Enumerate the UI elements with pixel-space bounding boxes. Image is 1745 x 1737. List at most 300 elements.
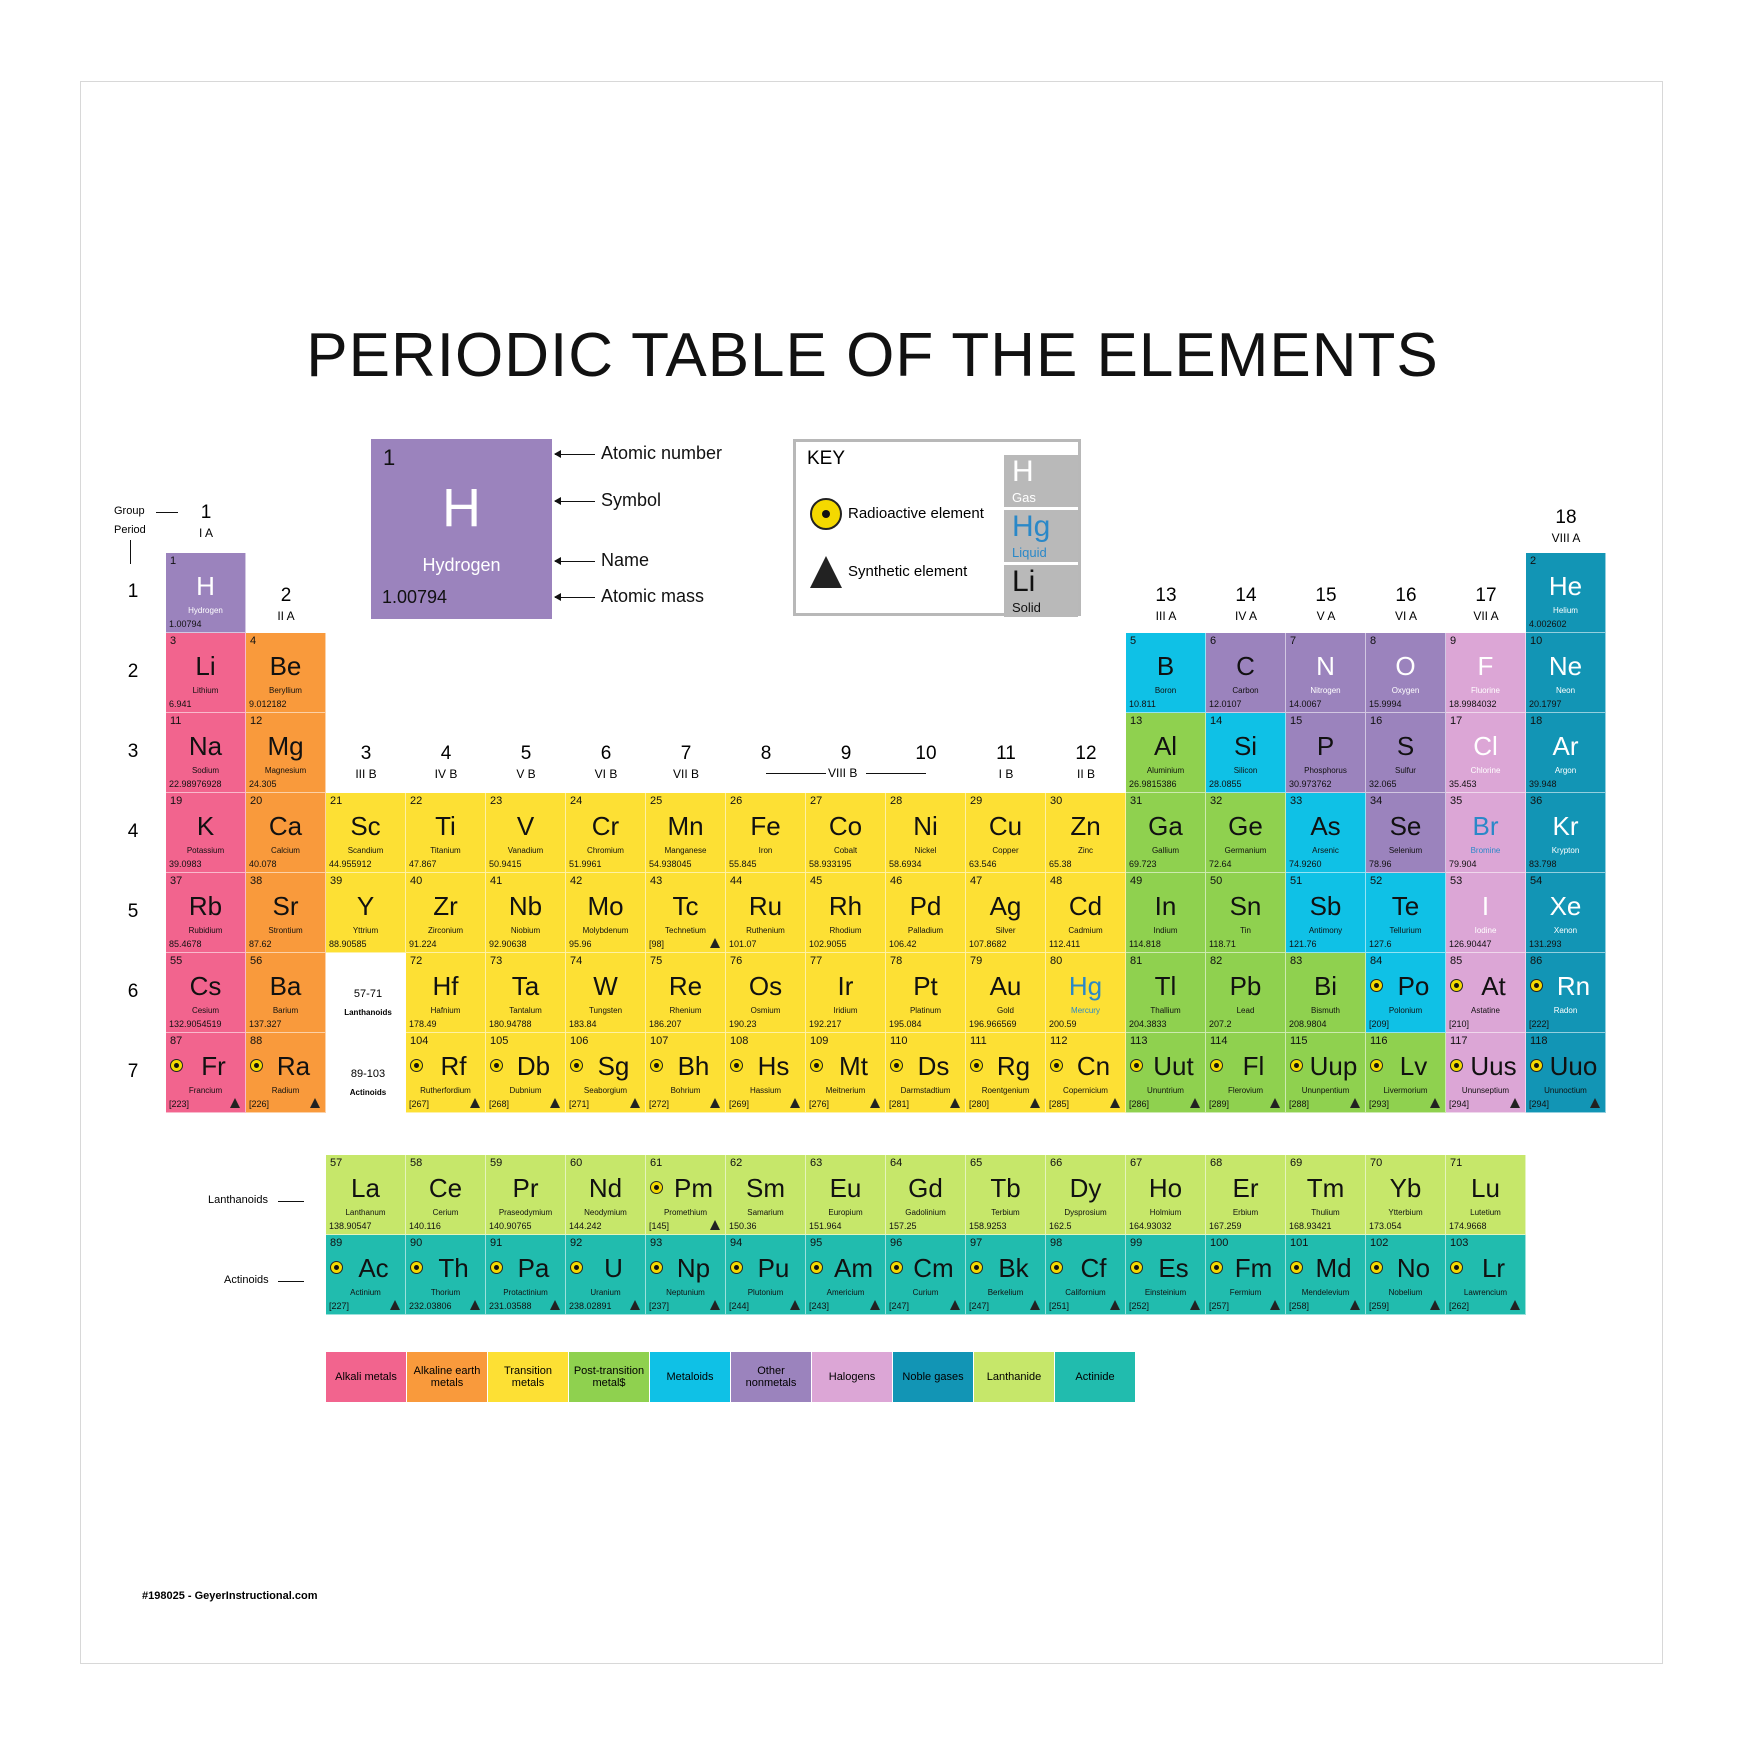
key-title: KEY	[807, 448, 846, 469]
element-name: Roentgenium	[981, 1086, 1030, 1095]
arrow-right-icon	[278, 1201, 304, 1202]
atomic-mass: 32.065	[1369, 779, 1397, 789]
group-header	[326, 743, 406, 781]
group-roman: IV B	[434, 767, 458, 781]
flask-icon	[1430, 1098, 1440, 1108]
atomic-mass: [288]	[1289, 1099, 1310, 1109]
atomic-mass: 150.36	[729, 1221, 757, 1231]
element-symbol: Lv	[1399, 1051, 1428, 1081]
element-name: Protactinium	[503, 1288, 548, 1297]
group-number: 5	[520, 743, 532, 764]
atomic-number: 8	[1370, 635, 1377, 647]
radioactive-icon	[1290, 1261, 1303, 1274]
element-name: Dysprosium	[1064, 1208, 1107, 1217]
key-state-symbol: Hg	[1012, 510, 1051, 543]
element-symbol: Zn	[1070, 811, 1101, 841]
element-cell-es	[1126, 1235, 1206, 1315]
atomic-number: 39	[330, 875, 343, 887]
atomic-mass: 58.6934	[889, 859, 922, 869]
element-cell-pd	[886, 873, 966, 953]
atomic-number: 23	[490, 795, 503, 807]
flask-icon	[310, 1098, 320, 1108]
atomic-number: 64	[890, 1157, 903, 1169]
atomic-mass: [259]	[1369, 1301, 1390, 1311]
element-name: Lanthanum	[345, 1208, 386, 1217]
element-cell-h	[166, 553, 246, 633]
element-symbol: Br	[1472, 811, 1499, 841]
element-cell-ca	[246, 793, 326, 873]
group-header	[1526, 507, 1606, 545]
atomic-number: 53	[1450, 875, 1463, 887]
key-box	[793, 439, 1081, 616]
legend-item-halogen: Halogens	[812, 1352, 892, 1402]
actinoids-row-label: Actinoids	[224, 1274, 269, 1286]
radioactive-icon	[1050, 1261, 1063, 1274]
element-cell-nd	[566, 1155, 646, 1235]
key-state-gas	[1004, 455, 1078, 507]
atomic-number: 74	[570, 955, 583, 967]
element-name: Gold	[997, 1006, 1014, 1015]
group-header	[486, 743, 566, 781]
atomic-mass: [269]	[729, 1099, 750, 1109]
element-symbol: Cu	[988, 811, 1023, 841]
radioactive-icon	[570, 1261, 583, 1274]
atomic-number: 110	[890, 1035, 908, 1047]
element-name: Iridium	[833, 1006, 858, 1015]
element-name: Ruthenium	[746, 926, 785, 935]
element-name: Californium	[1065, 1288, 1106, 1297]
element-name: Copernicium	[1063, 1086, 1108, 1095]
element-symbol: Sg	[597, 1051, 630, 1081]
atomic-number: 31	[1130, 795, 1143, 807]
element-name: Helium	[1553, 606, 1578, 615]
flask-icon	[1190, 1098, 1200, 1108]
radioactive-icon	[810, 1059, 823, 1072]
element-name: Barium	[272, 1006, 299, 1015]
element-name: Rubidium	[188, 926, 223, 935]
element-cell-sb	[1286, 873, 1366, 953]
flask-icon	[1590, 1098, 1600, 1108]
group-roman: II B	[1076, 767, 1095, 781]
atomic-number: 19	[170, 795, 183, 807]
atomic-number: 117	[1450, 1035, 1468, 1047]
placeholder-label: Actinoids	[349, 1088, 387, 1097]
flask-icon	[710, 1098, 720, 1108]
element-symbol: Au	[989, 971, 1022, 1001]
atomic-mass: [237]	[649, 1301, 670, 1311]
atomic-number: 45	[810, 875, 823, 887]
element-symbol: S	[1396, 731, 1415, 761]
group-roman: IV A	[1234, 609, 1257, 623]
key-state-symbol: Li	[1012, 565, 1036, 598]
radioactive-icon	[810, 498, 842, 530]
atomic-number: 109	[810, 1035, 829, 1047]
atomic-number: 76	[730, 955, 743, 967]
element-cell-n	[1286, 633, 1366, 713]
element-cell-mn	[646, 793, 726, 873]
element-cell-ga	[1126, 793, 1206, 873]
element-symbol: Kr	[1552, 811, 1579, 841]
element-cell-si	[1206, 713, 1286, 793]
atomic-mass: 83.798	[1529, 859, 1557, 869]
key-state-label: Gas	[1012, 490, 1036, 505]
element-name: Terbium	[991, 1208, 1020, 1217]
element-cell-sn	[1206, 873, 1286, 953]
group-roman: VI A	[1394, 609, 1417, 623]
atomic-number: 77	[810, 955, 823, 967]
element-cell-cu	[966, 793, 1046, 873]
flask-icon	[810, 556, 842, 588]
sample-element-card	[371, 439, 552, 619]
element-name: Thorium	[430, 1288, 461, 1297]
atomic-mass: 192.217	[809, 1019, 842, 1029]
group-number: 9	[840, 743, 852, 764]
radioactive-icon	[1210, 1261, 1223, 1274]
element-cell-li	[166, 633, 246, 713]
atomic-number: 69	[1290, 1157, 1303, 1169]
flask-icon	[1350, 1300, 1360, 1310]
group-header	[966, 743, 1046, 781]
element-symbol: Tc	[672, 891, 699, 921]
element-name: Actinium	[350, 1288, 381, 1297]
element-symbol: Rb	[188, 891, 223, 921]
element-cell-rn	[1526, 953, 1606, 1033]
element-name: Ununseptium	[1461, 1086, 1510, 1095]
atomic-mass: 118.71	[1209, 939, 1236, 949]
element-name: Plutonium	[747, 1288, 784, 1297]
radioactive-icon	[650, 1181, 663, 1194]
element-name: Ununpentium	[1301, 1086, 1350, 1095]
radioactive-icon	[650, 1059, 663, 1072]
atomic-number: 118	[1530, 1035, 1548, 1047]
element-name: Lithium	[192, 686, 219, 695]
element-symbol: Se	[1389, 811, 1422, 841]
flask-icon	[1270, 1300, 1280, 1310]
atomic-number: 114	[1210, 1035, 1228, 1047]
atomic-mass: [258]	[1289, 1301, 1310, 1311]
atomic-mass: [276]	[809, 1099, 830, 1109]
group-header	[1446, 585, 1526, 623]
element-name: Yttrium	[352, 926, 379, 935]
element-name: Francium	[188, 1086, 223, 1095]
element-name: Niobium	[510, 926, 541, 935]
flask-icon	[470, 1098, 480, 1108]
flask-icon	[790, 1300, 800, 1310]
atomic-number: 37	[170, 875, 183, 887]
key-state-solid	[1004, 565, 1078, 617]
element-name: Holmium	[1149, 1208, 1182, 1217]
period-number: 6	[127, 981, 139, 1002]
element-symbol: Pt	[913, 971, 938, 1001]
element-name: Fermium	[1229, 1288, 1262, 1297]
atomic-mass: 95.96	[569, 939, 592, 949]
radioactive-icon	[1210, 1059, 1223, 1072]
element-symbol: Hf	[432, 971, 459, 1001]
atomic-number: 22	[410, 795, 423, 807]
group-header	[246, 585, 326, 623]
element-name: Thulium	[1311, 1208, 1340, 1217]
element-name: Polonium	[1388, 1006, 1423, 1015]
atomic-mass: [226]	[249, 1099, 270, 1109]
flask-icon	[1270, 1098, 1280, 1108]
atomic-mass: 173.054	[1369, 1221, 1402, 1231]
atomic-mass: [252]	[1129, 1301, 1150, 1311]
element-symbol: He	[1548, 571, 1583, 601]
atomic-number: 41	[490, 875, 503, 887]
placeholder-range: 57-71	[353, 988, 383, 1000]
legend-item-noble: Noble gases	[893, 1352, 973, 1402]
group-roman: V B	[516, 767, 536, 781]
callout-label: Symbol	[601, 490, 662, 510]
element-cell-pu	[726, 1235, 806, 1315]
element-symbol: Rn	[1556, 971, 1591, 1001]
element-symbol: Am	[834, 1253, 873, 1283]
legend-item-actinide: Actinide	[1055, 1352, 1135, 1402]
group-roman: VI B	[594, 767, 618, 781]
atomic-number: 16	[1370, 715, 1383, 727]
flask-icon	[1030, 1300, 1040, 1310]
legend-item-post: Post-transition metal$	[569, 1352, 649, 1402]
element-symbol: Mg	[267, 731, 304, 761]
radioactive-icon	[890, 1261, 903, 1274]
radioactive-icon	[970, 1059, 983, 1072]
viii-b-bracket-right	[866, 773, 926, 774]
group-header	[1286, 585, 1366, 623]
group-number: 17	[1475, 585, 1497, 606]
atomic-number: 99	[1130, 1237, 1143, 1249]
key-state-symbol: H	[1012, 455, 1034, 488]
atomic-number: 17	[1450, 715, 1463, 727]
flask-icon	[1510, 1098, 1520, 1108]
element-cell-mt	[806, 1033, 886, 1113]
atomic-number: 15	[1290, 715, 1303, 727]
atomic-mass: 40.078	[249, 859, 277, 869]
element-symbol: Pd	[909, 891, 942, 921]
callout-label: Name	[601, 550, 650, 570]
element-cell-rb	[166, 873, 246, 953]
element-name: Zinc	[1077, 846, 1094, 855]
radioactive-icon	[490, 1059, 503, 1072]
element-symbol: Cr	[591, 811, 620, 841]
atomic-mass: [209]	[1369, 1019, 1390, 1029]
element-name: Bismuth	[1311, 1006, 1340, 1015]
element-symbol: Ne	[1548, 651, 1583, 681]
radioactive-icon	[1530, 979, 1543, 992]
element-cell-sc	[326, 793, 406, 873]
element-cell-as	[1286, 793, 1366, 873]
atomic-mass: 138.90547	[329, 1221, 372, 1231]
element-name: Neon	[1555, 686, 1576, 695]
radioactive-icon	[1050, 1059, 1063, 1072]
element-symbol: Sm	[746, 1173, 785, 1203]
element-name: Neodymium	[584, 1208, 627, 1217]
atomic-number: 103	[1450, 1237, 1469, 1249]
element-symbol: Ti	[435, 811, 456, 841]
element-cell-uup	[1286, 1033, 1366, 1113]
element-cell-db	[486, 1033, 566, 1113]
element-cell-zr	[406, 873, 486, 953]
element-cell-cr	[566, 793, 646, 873]
element-symbol: Ag	[989, 891, 1022, 921]
element-cell-fe	[726, 793, 806, 873]
element-cell-i	[1446, 873, 1526, 953]
atomic-mass: 10.811	[1129, 699, 1156, 709]
radioactive-icon	[650, 1261, 663, 1274]
element-name: Samarium	[747, 1208, 784, 1217]
atomic-mass: 50.9415	[489, 859, 522, 869]
element-cell-xe	[1526, 873, 1606, 953]
atomic-mass: 183.84	[569, 1019, 597, 1029]
atomic-mass: 168.93421	[1289, 1221, 1332, 1231]
page-title: PERIODIC TABLE OF THE ELEMENTS	[306, 321, 1439, 390]
atomic-number: 34	[1370, 795, 1383, 807]
element-cell-uut	[1126, 1033, 1206, 1113]
element-cell-te	[1366, 873, 1446, 953]
element-name: Astatine	[1471, 1006, 1500, 1015]
element-symbol: Cl	[1473, 731, 1498, 761]
element-cell-mg	[246, 713, 326, 793]
element-name: Tungsten	[588, 1006, 623, 1015]
element-name: Fluorine	[1471, 686, 1500, 695]
element-cell-tl	[1126, 953, 1206, 1033]
arrow-right-icon	[278, 1281, 304, 1282]
group-number: 18	[1555, 507, 1577, 528]
flask-icon	[790, 1098, 800, 1108]
legend-item-nonmetal: Other nonmetals	[731, 1352, 811, 1402]
element-name: Dubnium	[509, 1086, 542, 1095]
atomic-number: 29	[970, 795, 983, 807]
atomic-mass: [293]	[1369, 1099, 1390, 1109]
element-name: Potassium	[186, 846, 225, 855]
element-symbol: Rg	[996, 1051, 1031, 1081]
element-symbol: Uus	[1470, 1051, 1517, 1081]
group-number: 11	[996, 743, 1016, 764]
group-header	[1126, 585, 1206, 623]
element-symbol: V	[516, 811, 535, 841]
element-name: Mendelevium	[1301, 1288, 1350, 1297]
element-name: Calcium	[271, 846, 300, 855]
element-symbol: Cf	[1080, 1253, 1107, 1283]
atomic-mass: 164.93032	[1129, 1221, 1172, 1231]
element-name: Curium	[912, 1288, 939, 1297]
placeholder-range: 89-103	[350, 1068, 386, 1080]
element-name: Zirconium	[427, 926, 464, 935]
element-cell-lr	[1446, 1235, 1526, 1315]
element-symbol: Al	[1153, 731, 1178, 761]
flask-icon	[1030, 1098, 1040, 1108]
element-cell-la	[326, 1155, 406, 1235]
group-roman: II A	[277, 609, 295, 623]
element-symbol: Uut	[1153, 1051, 1194, 1081]
element-symbol: Cs	[189, 971, 222, 1001]
element-cell-tb	[966, 1155, 1046, 1235]
radioactive-icon	[1370, 1059, 1383, 1072]
element-cell-cd	[1046, 873, 1126, 953]
group-roman: VII B	[672, 767, 699, 781]
atomic-mass: 144.242	[569, 1221, 602, 1231]
flask-icon	[630, 1098, 640, 1108]
radioactive-icon	[890, 1059, 903, 1072]
element-name: Aluminium	[1146, 766, 1185, 775]
atomic-number: 62	[730, 1157, 743, 1169]
element-name: Chromium	[587, 846, 624, 855]
radioactive-icon	[1450, 1059, 1463, 1072]
atomic-mass: 72.64	[1209, 859, 1232, 869]
atomic-number: 38	[250, 875, 263, 887]
element-symbol: F	[1477, 651, 1494, 681]
element-name: Manganese	[664, 846, 707, 855]
atomic-mass: [243]	[809, 1301, 830, 1311]
viii-b-label: VIII B	[828, 766, 858, 780]
period-number: 3	[127, 741, 139, 762]
radioactive-icon	[1130, 1261, 1143, 1274]
element-cell-p	[1286, 713, 1366, 793]
atomic-mass: [251]	[1049, 1301, 1070, 1311]
atomic-number: 97	[970, 1237, 983, 1249]
element-symbol: C	[1236, 651, 1255, 681]
atomic-mass: 63.546	[969, 859, 997, 869]
element-cell-cm	[886, 1235, 966, 1315]
atomic-mass: 85.4678	[169, 939, 202, 949]
atomic-mass: [227]	[329, 1301, 350, 1311]
atomic-number: 40	[410, 875, 423, 887]
atomic-mass: 131.293	[1529, 939, 1562, 949]
element-cell-ir	[806, 953, 886, 1033]
element-symbol: Uuo	[1549, 1051, 1598, 1081]
legend-item-alkaline: Alkaline earth metals	[407, 1352, 487, 1402]
element-cell-cn	[1046, 1033, 1126, 1113]
atomic-mass: 74.9260	[1289, 859, 1322, 869]
element-symbol: La	[351, 1173, 380, 1203]
atomic-mass: 151.964	[809, 1221, 842, 1231]
group-header	[1366, 585, 1446, 623]
flask-icon	[630, 1300, 640, 1310]
atomic-mass: 207.2	[1209, 1019, 1232, 1029]
element-name: Sodium	[191, 766, 220, 775]
atomic-mass: 91.224	[409, 939, 437, 949]
group-roman: VII A	[1473, 609, 1499, 623]
element-symbol: Tm	[1306, 1173, 1345, 1203]
element-name: Hafnium	[430, 1006, 461, 1015]
atomic-mass: 6.941	[169, 699, 192, 709]
element-name: Meitnerium	[825, 1086, 866, 1095]
element-symbol: Cd	[1068, 891, 1103, 921]
element-cell-am	[806, 1235, 886, 1315]
atomic-number: 51	[1290, 875, 1303, 887]
radioactive-icon	[490, 1261, 503, 1274]
flask-icon	[870, 1098, 880, 1108]
callout-label: Atomic mass	[601, 586, 705, 606]
atomic-number: 82	[1210, 955, 1223, 967]
atomic-number: 106	[570, 1035, 589, 1047]
atomic-mass: 140.116	[409, 1221, 441, 1231]
group-header	[726, 743, 806, 767]
atomic-number: 116	[1370, 1035, 1388, 1047]
group-header	[886, 743, 966, 767]
element-cell-ar	[1526, 713, 1606, 793]
atomic-number: 73	[490, 955, 503, 967]
element-name: Erbium	[1232, 1208, 1259, 1217]
atomic-number: 58	[410, 1157, 423, 1169]
flask-icon	[710, 1300, 720, 1310]
atomic-number: 30	[1050, 795, 1063, 807]
element-name: Xenon	[1553, 926, 1578, 935]
element-symbol: Pr	[512, 1173, 539, 1203]
atomic-number: 36	[1530, 795, 1543, 807]
element-symbol: As	[1310, 811, 1341, 841]
atomic-number: 26	[730, 795, 743, 807]
group-number: 13	[1155, 585, 1177, 606]
